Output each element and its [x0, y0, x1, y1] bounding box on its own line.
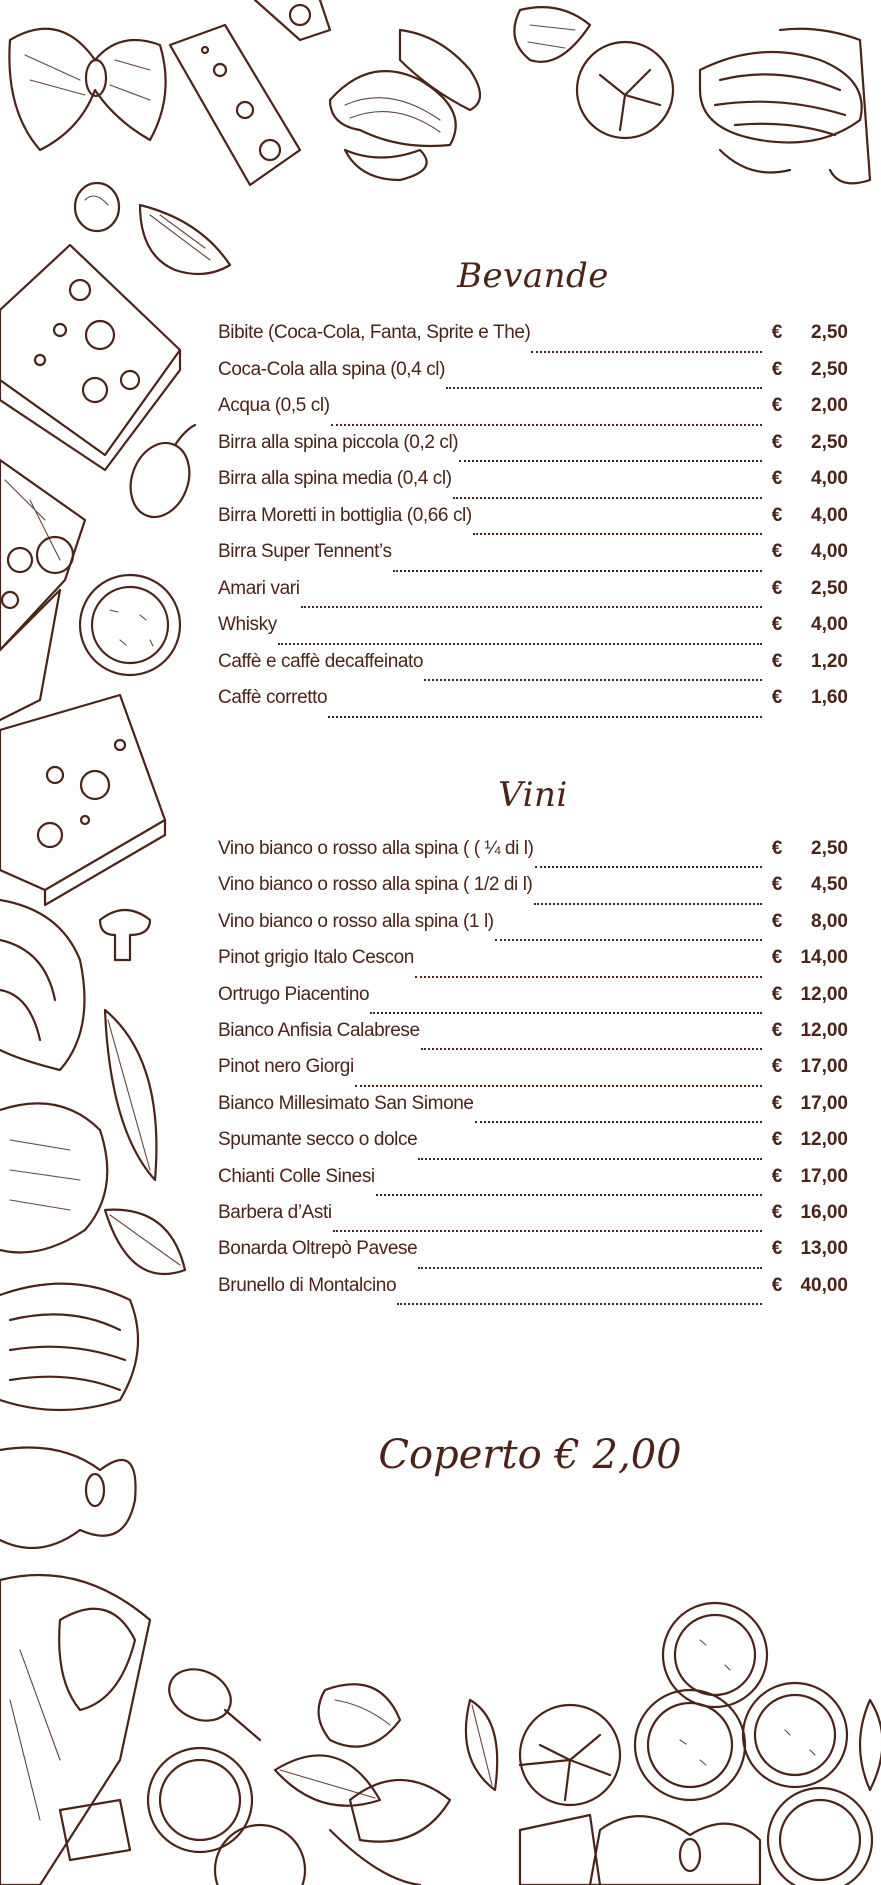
currency-symbol: €	[771, 1056, 783, 1078]
cheese-icon	[60, 1800, 600, 1885]
menu-item-row	[218, 578, 848, 615]
menu-item-row	[218, 505, 848, 542]
menu-item-row	[218, 322, 848, 359]
menu-item-row	[218, 541, 848, 578]
menu-item-row	[218, 838, 848, 874]
currency-symbol: €	[771, 1238, 783, 1260]
currency-symbol: €	[771, 910, 783, 932]
item-price: 2,50	[811, 322, 848, 343]
menu-item-row	[218, 1020, 848, 1056]
item-price: 2,50	[811, 358, 848, 380]
item-name: Bonarda Oltrepò Pavese	[218, 1238, 418, 1260]
item-price: 8,00	[811, 910, 848, 932]
cheese-icon	[0, 245, 180, 470]
dot-leader	[495, 939, 762, 941]
menu-item-row	[218, 614, 848, 651]
dot-leader	[418, 1267, 762, 1269]
currency-symbol: €	[771, 838, 783, 859]
item-price: 13,00	[800, 1238, 848, 1260]
item-price: 2,50	[811, 838, 848, 859]
ravioli-icon	[148, 1748, 305, 1885]
bevande-list	[218, 322, 848, 724]
item-name: Barbera d’Asti	[218, 1201, 332, 1223]
basil-leaf-icon	[105, 1010, 156, 1180]
basil-leaf-icon	[860, 1700, 881, 1790]
tagliatelle-icon	[0, 900, 85, 1070]
item-price: 4,00	[811, 504, 848, 526]
farfalle-icon	[0, 1448, 136, 1549]
item-name: Amari vari	[218, 577, 300, 599]
menu-item-row	[218, 911, 848, 947]
currency-symbol: €	[771, 1129, 783, 1151]
conchiglie-icon	[330, 30, 480, 180]
dot-leader	[473, 533, 762, 535]
dot-leader	[421, 1048, 762, 1050]
menu-item-row	[218, 687, 848, 724]
dot-leader	[535, 866, 762, 868]
currency-symbol: €	[771, 1092, 783, 1114]
menu-item-row	[218, 1202, 848, 1238]
item-name: Bianco Anfisia Calabrese	[218, 1019, 420, 1041]
coperto-charge: Coperto € 2,00	[378, 1432, 682, 1478]
item-name: Acqua (0,5 cl)	[218, 395, 330, 416]
item-name: Bibite (Coca-Cola, Fanta, Sprite e The)	[218, 322, 531, 343]
basil-leaf-icon	[275, 1755, 450, 1885]
item-name: Birra Super Tennent’s	[218, 541, 392, 562]
item-name: Spumante secco o dolce	[218, 1129, 418, 1151]
currency-symbol: €	[771, 504, 783, 526]
menu-item-row	[218, 1093, 848, 1129]
item-name: Vino bianco o rosso alla spina (1 l)	[218, 910, 494, 932]
item-name: Vino bianco o rosso alla spina ( 1/2 di l)	[218, 874, 533, 896]
currency-symbol: €	[771, 358, 783, 380]
menu-item-row	[218, 984, 848, 1020]
cheese-icon	[0, 695, 165, 905]
vini-list	[218, 838, 848, 1311]
dot-leader	[397, 1303, 762, 1305]
item-price: 4,00	[811, 614, 848, 635]
item-price: 2,50	[811, 431, 848, 453]
menu-item-row	[218, 874, 848, 910]
currency-symbol: €	[771, 577, 783, 599]
item-price: 2,50	[811, 577, 848, 599]
item-name: Pinot grigio Italo Cescon	[218, 947, 414, 969]
currency-symbol: €	[771, 650, 783, 672]
ravioli-icon	[635, 1603, 872, 1885]
currency-symbol: €	[771, 1165, 783, 1187]
farfalle-icon	[9, 29, 165, 150]
dot-leader	[475, 1121, 762, 1123]
currency-symbol: €	[771, 947, 783, 969]
dot-leader	[278, 643, 762, 645]
dot-leader	[376, 1194, 762, 1196]
item-name: Coca-Cola alla spina (0,4 cl)	[218, 358, 446, 380]
tomato-icon	[520, 1705, 620, 1805]
item-name: Birra Moretti in bottiglia (0,66 cl)	[218, 504, 472, 526]
item-price: 1,20	[811, 650, 848, 672]
menu-item-row	[218, 1166, 848, 1202]
item-price: 4,00	[811, 468, 848, 489]
currency-symbol: €	[771, 431, 783, 453]
currency-symbol: €	[771, 687, 783, 708]
currency-symbol: €	[771, 322, 783, 343]
currency-symbol: €	[771, 1274, 783, 1296]
dot-leader	[328, 716, 762, 718]
basil-leaf-icon	[466, 1700, 497, 1790]
item-price: 17,00	[800, 1092, 848, 1114]
dot-leader	[333, 1230, 762, 1232]
dot-leader	[331, 424, 762, 426]
basil-leaf-icon	[105, 1210, 185, 1274]
item-price: 4,00	[811, 541, 848, 562]
ravioli-icon	[80, 575, 180, 675]
olive-icon	[121, 425, 200, 525]
dot-leader	[453, 497, 762, 499]
item-name: Whisky	[218, 614, 277, 635]
item-price: 17,00	[800, 1056, 848, 1078]
menu-item-row	[218, 395, 848, 432]
item-name: Caffè e caffè decaffeinato	[218, 650, 424, 672]
dot-leader	[415, 976, 762, 978]
menu-item-row	[218, 1275, 848, 1311]
menu-item-row	[218, 1238, 848, 1274]
dot-leader	[531, 351, 762, 353]
item-price: 12,00	[800, 1019, 848, 1041]
menu-item-row	[218, 432, 848, 469]
menu-item-row	[218, 1056, 848, 1092]
item-name: Brunello di Montalcino	[218, 1274, 397, 1296]
item-name: Ortrugo Piacentino	[218, 983, 370, 1005]
olive-icon	[161, 1660, 260, 1740]
item-price: 14,00	[800, 947, 848, 969]
dot-leader	[370, 1012, 762, 1014]
item-price: 16,00	[800, 1201, 848, 1223]
currency-symbol: €	[771, 468, 783, 489]
menu-item-row	[218, 1129, 848, 1165]
dot-leader	[424, 679, 762, 681]
dot-leader	[534, 903, 763, 905]
item-price: 17,00	[800, 1165, 848, 1187]
pizza-slice-icon	[0, 1575, 150, 1885]
tomato-icon	[514, 7, 673, 138]
dot-leader	[446, 387, 762, 389]
item-price: 1,60	[811, 687, 848, 708]
currency-symbol: €	[771, 541, 783, 562]
dot-leader	[301, 606, 762, 608]
garlic-icon	[319, 1684, 400, 1746]
currency-symbol: €	[771, 1201, 783, 1223]
menu-item-row	[218, 468, 848, 505]
currency-symbol: €	[771, 874, 783, 896]
farfalle-icon	[590, 1816, 760, 1885]
section-title-bevande: Bevande	[457, 256, 609, 296]
cheese-icon	[170, 0, 330, 185]
menu-item-row	[218, 359, 848, 396]
item-name: Birra alla spina piccola (0,2 cl)	[218, 431, 459, 453]
item-name: Vino bianco o rosso alla spina ( ( ¼ di l)	[218, 838, 534, 859]
item-price: 12,00	[800, 1129, 848, 1151]
tagliatelle-icon	[700, 29, 870, 184]
item-price: 12,00	[800, 983, 848, 1005]
currency-symbol: €	[771, 983, 783, 1005]
menu-item-row	[218, 947, 848, 983]
dot-leader	[418, 1158, 762, 1160]
olive-icon	[75, 183, 230, 274]
item-name: Bianco Millesimato San Simone	[218, 1092, 474, 1114]
currency-symbol: €	[771, 614, 783, 635]
farfalle-icon	[0, 1103, 107, 1252]
item-price: 4,50	[811, 874, 848, 896]
currency-symbol: €	[771, 1019, 783, 1041]
dot-leader	[459, 460, 762, 462]
item-name: Caffè corretto	[218, 687, 328, 708]
currency-symbol: €	[771, 395, 783, 416]
item-price: 2,00	[811, 395, 848, 416]
tagliatelle-icon	[0, 1284, 138, 1410]
pizza-slice-icon	[0, 460, 85, 720]
item-price: 40,00	[800, 1274, 848, 1296]
item-name: Chianti Colle Sinesi	[218, 1165, 375, 1187]
dot-leader	[393, 570, 762, 572]
menu-item-row	[218, 651, 848, 688]
dot-leader	[355, 1085, 762, 1087]
item-name: Birra alla spina media (0,4 cl)	[218, 468, 452, 489]
item-name: Pinot nero Giorgi	[218, 1056, 354, 1078]
mushroom-icon	[100, 910, 150, 960]
section-title-vini: Vini	[498, 775, 568, 815]
